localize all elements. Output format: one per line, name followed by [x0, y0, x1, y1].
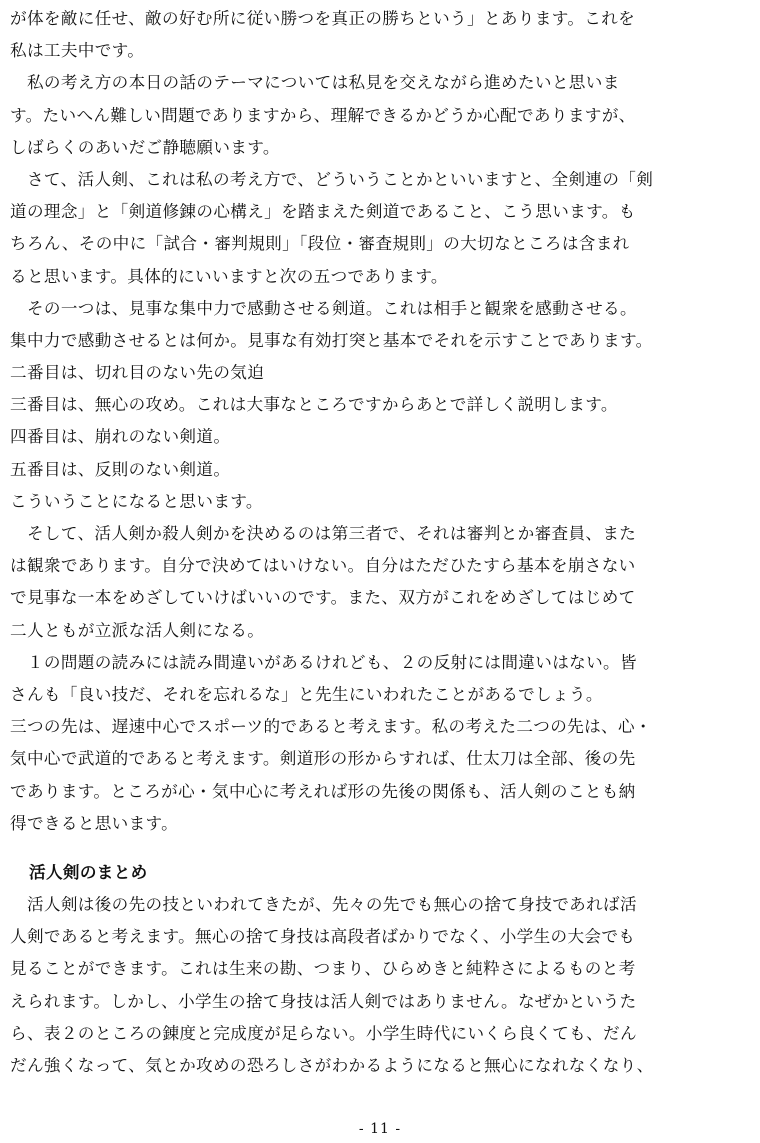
body-line: であります。ところが心・気中心に考えれば形の先後の関係も、活人剣のことも納 — [10, 781, 636, 801]
body-line: その一つは、見事な集中力で感動させる剣道。これは相手と観衆を感動させる。 — [10, 298, 637, 318]
body-line: こういうことになると思います。 — [10, 491, 263, 511]
body-text-section-1 — [10, 3, 710, 840]
body-line: ちろん、その中に「試合・審判規則」「段位・審査規則」の大切なところは含まれ — [10, 234, 630, 254]
body-line: 三つの先は、遅速中心でスポーツ的であると考えます。私の考えた二つの先は、心・ — [10, 717, 652, 737]
body-line: 四番目は、崩れのない剣道。 — [10, 427, 231, 447]
page-number: - 11 - — [358, 1121, 402, 1137]
body-line: 人剣であると考えます。無心の捨て身技は高段者ばかりでなく、小学生の大会でも — [10, 927, 636, 947]
body-line: 私は工夫中です。 — [10, 41, 145, 61]
body-line: さんも「良い技だ、それを忘れるな」と先生にいわれたことがあるでしょう。 — [10, 684, 603, 704]
body-line: だん強くなって、気とか攻めの恐ろしさがわかるようになると無心になれなくなり、 — [10, 1055, 654, 1075]
body-line: 道の理念」と「剣道修錬の心構え」を踏まえた剣道であること、こう思います。も — [10, 202, 636, 222]
body-line: 三番目は、無心の攻め。これは大事なところですからあとで詳しく説明します。 — [10, 395, 618, 415]
body-line: で見事な一本をめざしていけばいいのです。また、双方がこれをめざしてはじめて — [10, 588, 636, 608]
body-line: 見ることができます。これは生来の勘、つまり、ひらめきと純粋さによるものと考 — [10, 959, 636, 979]
body-line: 得できると思います。 — [10, 813, 179, 833]
body-line: しばらくのあいだご静聴願います。 — [10, 137, 280, 157]
body-line: ると思います。具体的にいいますと次の五つであります。 — [10, 266, 448, 286]
body-line: １の問題の読みには読み間違いがあるけれども、２の反射には間違いはない。皆 — [10, 652, 637, 672]
body-text-section-2 — [10, 889, 710, 1082]
body-line: が体を敵に任せ、敵の好む所に従い勝つを真正の勝ちという」とあります。これを — [10, 9, 636, 28]
body-line: 活人剣は後の先の技といわれてきたが、先々の先でも無心の捨て身技であれば活 — [10, 895, 637, 914]
body-line: す。たいへん難しい問題でありますから、理解できるかどうか心配でありますが、 — [10, 105, 636, 125]
body-line: 集中力で感動させるとは何か。見事な有効打突と基本でそれを示すことであります。 — [10, 330, 653, 350]
section-heading: 活人剣のまとめ — [29, 863, 148, 882]
body-line: 二番目は、切れ目のない先の気迫 — [10, 363, 265, 383]
body-line: 五番目は、反則のない剣道。 — [10, 459, 231, 479]
body-line: えられます。しかし、小学生の捨て身技は活人剣ではありません。なぜかというた — [10, 991, 637, 1011]
body-line: そして、活人剣か殺人剣かを決めるのは第三者で、それは審判とか審査員、また — [10, 524, 637, 543]
body-line: ら、表２のところの錬度と完成度が足らない。小学生時代にいくら良くても、だん — [10, 1023, 637, 1043]
body-line: さて、活人剣、これは私の考え方で、どういうことかといいますと、全剣連の「剣 — [10, 169, 654, 189]
body-line: 二人ともが立派な活人剣になる。 — [10, 620, 265, 640]
body-line: は観衆であります。自分で決めてはいけない。自分はただひたすら基本を崩さない — [10, 556, 636, 576]
body-line: 私の考え方の本日の話のテーマについては私見を交えながら進めたいと思いま — [10, 73, 620, 93]
body-line: 気中心で武道的であると考えます。剣道形の形からすれば、仕太刀は全部、後の先 — [10, 749, 636, 769]
